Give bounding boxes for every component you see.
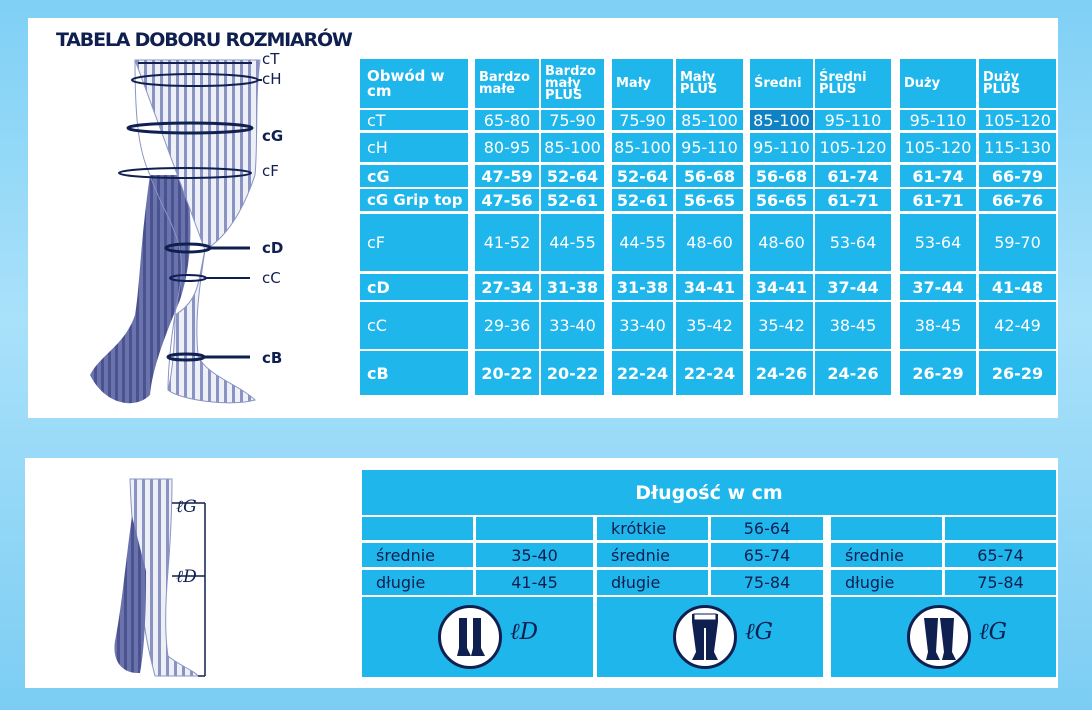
size-table-cell: 33-40 [541, 302, 604, 349]
size-table-cell: 38-45 [900, 302, 976, 349]
size-table-cell: 53-64 [900, 214, 976, 271]
size-table-cell: 48-60 [676, 214, 743, 271]
size-table-row-label: cT [360, 110, 468, 130]
thigh-stocking-icon [907, 605, 971, 669]
length-row-value: 65-74 [711, 543, 823, 567]
size-table-header-1: Bardzo mały PLUS [541, 59, 604, 108]
size-table-header-4: Średni [750, 59, 813, 108]
length-row-label: długie [362, 570, 473, 595]
size-table-cell: 20-22 [475, 351, 539, 395]
page-title: TABELA DOBORU ROZMIARÓW [56, 29, 352, 51]
figure-label-ct: cT [262, 50, 280, 68]
size-table-cell: 37-44 [815, 274, 891, 300]
size-table-cell: 61-71 [900, 189, 976, 211]
size-table-cell: 24-26 [750, 351, 813, 395]
size-table-cell: 66-79 [979, 165, 1056, 187]
size-table-cell: 95-110 [815, 110, 891, 130]
size-table-header-3: Mały PLUS [676, 59, 743, 108]
length-row-label: średnie [831, 543, 942, 567]
size-table-cell: 56-68 [676, 165, 743, 187]
size-table-row-label: cH [360, 133, 468, 162]
size-table-cell: 20-22 [541, 351, 604, 395]
size-table-cell: 95-110 [750, 133, 813, 162]
size-table-cell: 85-100 [541, 133, 604, 162]
size-table-cell: 47-59 [475, 165, 539, 187]
leg-measurement-figure [80, 55, 340, 415]
length-row-label: średnie [597, 543, 708, 567]
length-row-value: 41-45 [476, 570, 593, 595]
size-table-cell: 24-26 [815, 351, 891, 395]
size-table-cell: 85-100 [750, 110, 813, 130]
size-table-cell: 80-95 [475, 133, 539, 162]
size-table-header-0: Bardzo małe [475, 59, 539, 108]
size-table-cell: 35-42 [676, 302, 743, 349]
size-table-header-7: Duży PLUS [979, 59, 1056, 108]
size-table-cell: 85-100 [612, 133, 673, 162]
size-table-cell: 59-70 [979, 214, 1056, 271]
size-table-row-label: cD [360, 274, 468, 300]
figure-label-ld: ℓD [176, 567, 197, 587]
size-table-cell: 52-61 [541, 189, 604, 211]
size-table-row-label: cG Grip top [360, 189, 468, 211]
size-table-cell: 115-130 [979, 133, 1056, 162]
size-table-cell: 35-42 [750, 302, 813, 349]
size-table-cell: 95-110 [900, 110, 976, 130]
size-table-cell: 65-80 [475, 110, 539, 130]
size-table-cell: 56-68 [750, 165, 813, 187]
length-row-value: 65-74 [945, 543, 1056, 567]
size-table-cell: 52-61 [612, 189, 673, 211]
size-table-cell: 34-41 [750, 274, 813, 300]
size-table-cell: 61-71 [815, 189, 891, 211]
size-table-cell: 56-65 [750, 189, 813, 211]
figure-label-cf: cF [262, 162, 279, 180]
size-table-row-label: cB [360, 351, 468, 395]
size-table-row-label: cG [360, 165, 468, 187]
length-row-value: 75-84 [945, 570, 1056, 595]
tights-icon [673, 605, 737, 669]
size-table-cell: 105-120 [815, 133, 891, 162]
figure-label-lg: ℓG [176, 497, 197, 517]
size-table-row-label: cF [360, 214, 468, 271]
size-table-cell: 22-24 [612, 351, 673, 395]
size-table-cell: 85-100 [676, 110, 743, 130]
size-table-cell: 61-74 [900, 165, 976, 187]
size-table-cell: 31-38 [612, 274, 673, 300]
figure-label-ch: cH [262, 70, 282, 88]
size-table-cell: 38-45 [815, 302, 891, 349]
figure-label-cb: cB [262, 349, 283, 367]
size-table-cell: 47-56 [475, 189, 539, 211]
tights-icon-glyph [676, 608, 734, 666]
length-row-label [362, 517, 473, 540]
length-row-label: średnie [362, 543, 473, 567]
size-table-row-label: cC [360, 302, 468, 349]
length-table-title: Długość w cm [362, 470, 1056, 515]
size-table-cell: 44-55 [612, 214, 673, 271]
size-table-cell: 31-38 [541, 274, 604, 300]
size-table-header-5: Średni PLUS [815, 59, 891, 108]
size-table-cell: 53-64 [815, 214, 891, 271]
size-table-cell: 48-60 [750, 214, 813, 271]
length-row-label [831, 517, 942, 540]
size-table-cell: 52-64 [541, 165, 604, 187]
length-row-label: długie [831, 570, 942, 595]
size-table-cell: 27-34 [475, 274, 539, 300]
size-table-cell: 29-36 [475, 302, 539, 349]
size-table-cell: 42-49 [979, 302, 1056, 349]
figure-label-cg: cG [262, 127, 284, 145]
figure-label-cc: cC [262, 269, 281, 287]
size-table-header-circumference: Obwód w cm [360, 59, 468, 108]
size-table-cell: 105-120 [979, 110, 1056, 130]
size-table-cell: 44-55 [541, 214, 604, 271]
size-table-cell: 26-29 [979, 351, 1056, 395]
knee-stocking-icon-glyph [441, 608, 499, 666]
length-icon-label: ℓG [745, 619, 773, 645]
length-row-value: 56-64 [711, 517, 823, 540]
size-table-header-2: Mały [612, 59, 673, 108]
size-table-cell: 41-52 [475, 214, 539, 271]
length-row-value: 75-84 [711, 570, 823, 595]
size-table-cell: 41-48 [979, 274, 1056, 300]
size-table-cell: 33-40 [612, 302, 673, 349]
length-row-label: długie [597, 570, 708, 595]
size-table-cell: 52-64 [612, 165, 673, 187]
knee-stocking-icon [438, 605, 502, 669]
size-table-cell: 34-41 [676, 274, 743, 300]
length-icon-label: ℓG [979, 619, 1007, 645]
size-table-cell: 22-24 [676, 351, 743, 395]
size-table-header-6: Duży [900, 59, 976, 108]
size-table-cell: 37-44 [900, 274, 976, 300]
thigh-stocking-icon-glyph [910, 608, 968, 666]
length-row-value: 35-40 [476, 543, 593, 567]
figure-label-cd: cD [262, 239, 284, 257]
size-table-cell: 95-110 [676, 133, 743, 162]
size-table-cell: 56-65 [676, 189, 743, 211]
size-table-cell: 66-76 [979, 189, 1056, 211]
length-row-value [945, 517, 1056, 540]
size-table-cell: 75-90 [541, 110, 604, 130]
length-icon-label: ℓD [510, 619, 539, 645]
length-row-value [476, 517, 593, 540]
size-table-cell: 75-90 [612, 110, 673, 130]
length-row-label: krótkie [597, 517, 708, 540]
length-measurement-figure [110, 476, 220, 681]
size-table-cell: 61-74 [815, 165, 891, 187]
size-table-cell: 105-120 [900, 133, 976, 162]
size-table-cell: 26-29 [900, 351, 976, 395]
